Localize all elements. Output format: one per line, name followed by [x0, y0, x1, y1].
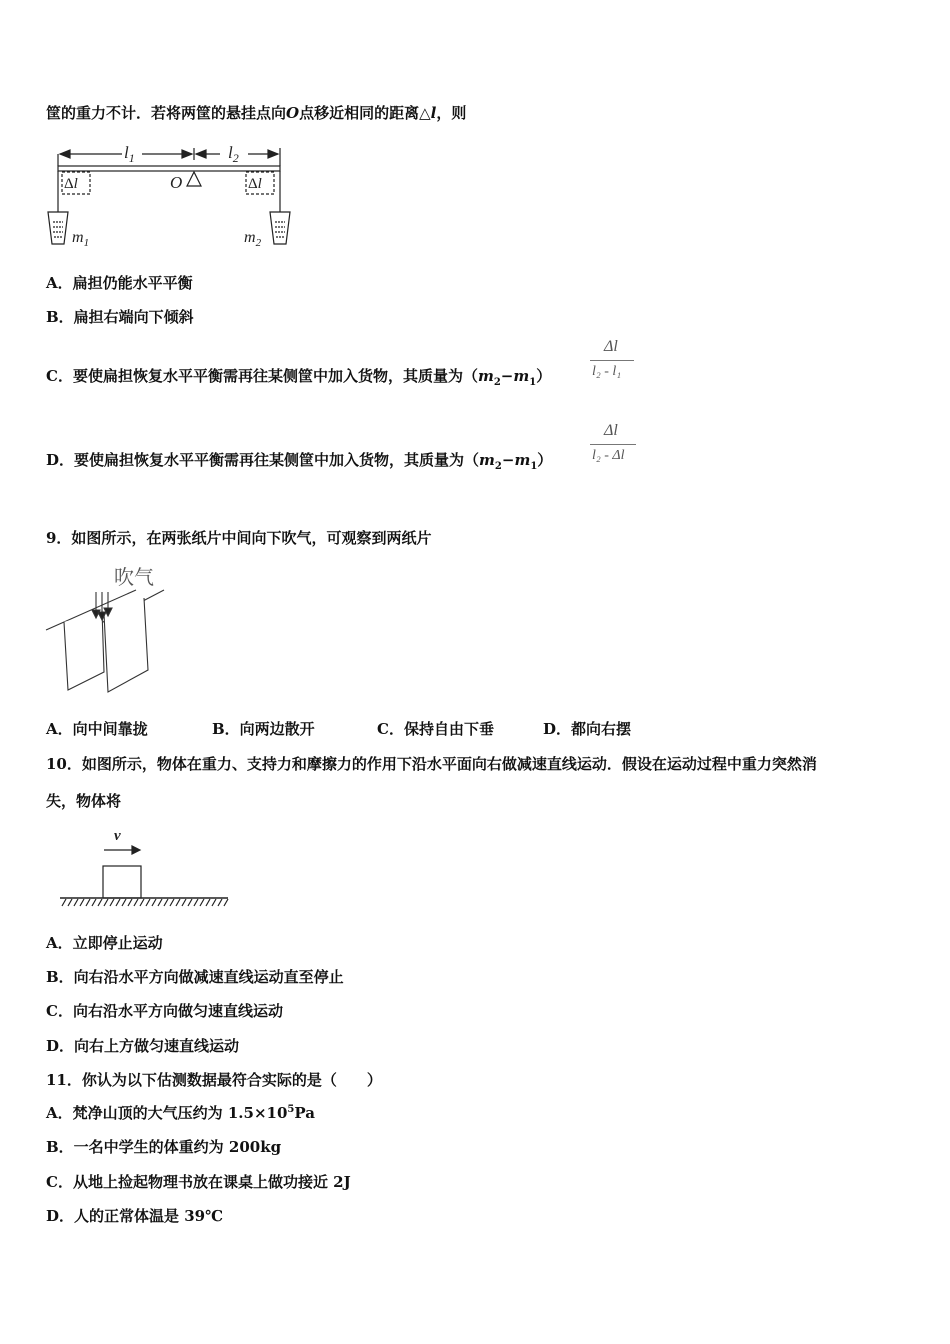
velocity-label: v: [114, 828, 121, 844]
q10-option-c[interactable]: C．向右沿水平方向做匀速直线运动: [46, 1002, 283, 1020]
d-m1-sub: 1: [530, 461, 538, 472]
q8-option-d[interactable]: [46, 449, 552, 472]
q10-option-a[interactable]: A．立即停止运动: [46, 934, 163, 952]
q8-stem-part-a: 筐的重力不计．若将两筐的悬挂点向: [46, 104, 287, 122]
q8-stem-part-c: ，则: [436, 104, 467, 122]
q8-stem-l: l: [430, 104, 437, 122]
q9-option-b[interactable]: B．向两边散开: [212, 720, 315, 738]
q10-option-b[interactable]: B．向右沿水平方向做减速直线运动直至停止: [46, 968, 344, 986]
q8-stem: [46, 102, 466, 123]
q11-a-post: Pa: [294, 1104, 315, 1122]
q9-option-c[interactable]: C．保持自由下垂: [377, 720, 494, 738]
d-close: ）: [537, 451, 553, 469]
d-frac-num: Δl: [604, 422, 618, 439]
d-frac-den: l₂ - Δl: [592, 448, 625, 463]
q8-stem-o: O: [286, 104, 300, 122]
d-m1: m: [514, 451, 531, 469]
q9-stem: 9．如图所示，在两张纸片中间向下吹气，可观察到两纸片: [46, 529, 432, 547]
m2-label: $m_2$: [244, 229, 262, 249]
dl-right-label: Δl: [248, 176, 262, 192]
q8-option-c-fraction: [590, 338, 636, 388]
q11-stem: 11．你认为以下估测数据最符合实际的是（ ）: [46, 1071, 382, 1089]
q8-option-c[interactable]: [46, 365, 551, 388]
q8-option-a[interactable]: A．扁担仍能水平平衡: [46, 274, 193, 292]
q8-option-b[interactable]: B．扁担右端向下倾斜: [46, 308, 194, 326]
q8-stem-part-b: 点移近相同的距离△: [299, 104, 431, 122]
blow-label: 吹气: [114, 565, 154, 589]
c-m2-sub: 2: [493, 377, 501, 388]
m1-label: $m_1$: [72, 229, 90, 249]
pivot-o-label: O: [170, 173, 183, 192]
q11-a-sup: 5: [287, 1104, 295, 1115]
l2-label: $l_2$: [228, 143, 239, 165]
q11-option-a[interactable]: [46, 1102, 315, 1123]
block-on-surface-figure: [56, 826, 236, 912]
c-frac-num: Δl: [604, 338, 618, 355]
c-frac-den: l₂ - l₁: [592, 364, 622, 379]
q11-option-b[interactable]: B．一名中学生的体重约为 200kg: [46, 1138, 282, 1156]
q8-option-d-text: D．要使扁担恢复水平平衡需再往某侧筐中加入货物，其质量为（: [46, 451, 480, 469]
q8-option-d-fraction: [590, 422, 640, 472]
c-m1: m: [513, 367, 530, 385]
q10-stem-line2: 失，物体将: [46, 792, 122, 810]
q11-a-pre: A．梵净山顶的大气压约为 1.5×10: [46, 1104, 288, 1122]
q11-option-c[interactable]: C．从地上捡起物理书放在课桌上做功接近 2J: [46, 1173, 351, 1191]
d-m2-sub: 2: [494, 461, 502, 472]
dl-left-label: Δl: [64, 176, 78, 192]
shoulder-pole-figure: [44, 138, 304, 250]
d-m2: m: [479, 451, 495, 469]
d-frac-bar: [590, 444, 636, 445]
c-m2: m: [477, 367, 494, 385]
paper-sheets-figure: [44, 562, 184, 694]
l1-label: $l_1$: [124, 143, 135, 165]
q9-option-a[interactable]: A．向中间靠拢: [46, 720, 148, 738]
d-minus: −: [501, 451, 515, 469]
q9-option-d[interactable]: D．都向右摆: [543, 720, 632, 738]
c-m1-sub: 1: [529, 377, 537, 388]
q10-option-d[interactable]: D．向右上方做匀速直线运动: [46, 1037, 240, 1055]
c-minus: −: [500, 367, 514, 385]
c-frac-bar: [590, 360, 634, 361]
q10-stem-line1: 10．如图所示，物体在重力、支持力和摩擦力的作用下沿水平面向右做减速直线运动．假设在运动过程中重力突然消: [46, 755, 817, 773]
q11-option-d[interactable]: D．人的正常体温是 39℃: [46, 1207, 224, 1225]
q8-option-c-text: C．要使扁担恢复水平平衡需再往某侧筐中加入货物，其质量为（: [46, 367, 478, 385]
c-close: ）: [536, 367, 552, 385]
